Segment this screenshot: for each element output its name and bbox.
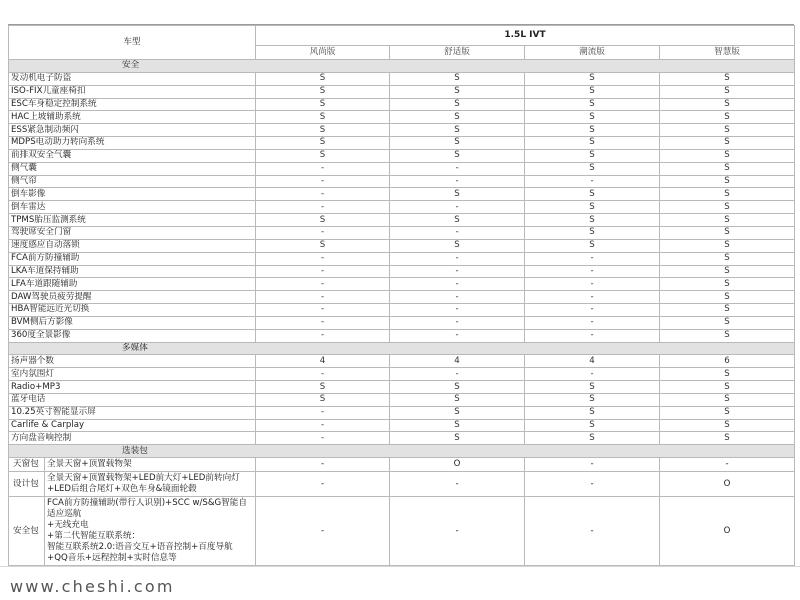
feature-value: - <box>525 265 660 278</box>
table-row <box>9 419 795 432</box>
feature-value: S <box>660 98 795 111</box>
feature-value: S <box>256 98 390 111</box>
section-title: 安全 <box>9 60 795 73</box>
feature-name: LKA车道保持辅助 <box>9 265 256 278</box>
table-row <box>9 278 795 291</box>
feature-value: S <box>256 214 390 227</box>
feature-value: S <box>390 239 525 252</box>
package-description <box>45 472 255 496</box>
feature-name: 360度全景影像 <box>9 329 256 342</box>
package-value: - <box>660 458 795 472</box>
package-name: 天窗包 <box>9 458 45 471</box>
package-description <box>45 458 255 471</box>
feature-value: - <box>525 278 660 291</box>
package-value: - <box>390 497 525 566</box>
feature-name: LFA车道跟随辅助 <box>9 278 256 291</box>
feature-value: S <box>660 85 795 98</box>
feature-value: S <box>525 162 660 175</box>
feature-name: 前排双安全气囊 <box>9 149 256 162</box>
feature-name: 速度感应自动落锁 <box>9 239 256 252</box>
feature-value: - <box>256 201 390 214</box>
feature-value: - <box>256 278 390 291</box>
feature-name: MDPS电动助力转向系统 <box>9 137 256 150</box>
feature-name: 扬声器个数 <box>9 355 256 368</box>
feature-value: S <box>660 265 795 278</box>
feature-name: ESC车身稳定控制系统 <box>9 98 256 111</box>
table-row <box>9 214 795 227</box>
feature-value: S <box>256 149 390 162</box>
feature-value: - <box>256 291 390 304</box>
feature-value: - <box>390 226 525 239</box>
package-cell <box>9 497 256 566</box>
feature-value: - <box>390 291 525 304</box>
package-value: - <box>256 458 390 472</box>
table-row <box>9 329 795 342</box>
feature-value: S <box>660 419 795 432</box>
feature-value: - <box>256 316 390 329</box>
package-description-line: 适应巡航 <box>47 509 82 520</box>
table-row <box>9 355 795 368</box>
feature-value: S <box>390 381 525 394</box>
engine-header: 1.5L IVT <box>256 26 795 46</box>
feature-value: - <box>256 304 390 317</box>
feature-name: HAC上坡辅助系统 <box>9 111 256 124</box>
table-row <box>9 175 795 188</box>
feature-value: - <box>390 265 525 278</box>
feature-name: 驾驶席安全门窗 <box>9 226 256 239</box>
package-value: - <box>525 497 660 566</box>
feature-value: - <box>256 265 390 278</box>
feature-name: 倒车雷达 <box>9 201 256 214</box>
feature-value: S <box>390 188 525 201</box>
table-row <box>9 291 795 304</box>
feature-value: S <box>525 393 660 406</box>
feature-value: S <box>525 111 660 124</box>
footer-divider <box>0 566 800 567</box>
feature-value: S <box>660 188 795 201</box>
feature-value: S <box>660 368 795 381</box>
table-row <box>9 201 795 214</box>
feature-value: S <box>660 226 795 239</box>
feature-value: S <box>390 98 525 111</box>
table-row <box>9 368 795 381</box>
feature-value: S <box>390 432 525 445</box>
package-value: - <box>256 472 390 497</box>
section-title: 多媒体 <box>9 342 795 355</box>
package-row <box>9 472 795 497</box>
table-row <box>9 265 795 278</box>
feature-name: Carlife & Carplay <box>9 419 256 432</box>
feature-value: S <box>660 239 795 252</box>
table-row <box>9 252 795 265</box>
package-description-line: FCA前方防撞辅助(带行人识别)+SCC w/S&G智能自 <box>47 498 247 509</box>
package-description <box>45 497 255 565</box>
trim-header: 智慧版 <box>660 46 795 60</box>
package-row <box>9 458 795 472</box>
package-value: O <box>660 472 795 497</box>
table-row <box>9 304 795 317</box>
feature-value: S <box>660 304 795 317</box>
package-value: - <box>525 458 660 472</box>
table-row <box>9 188 795 201</box>
feature-value: S <box>525 188 660 201</box>
feature-value: - <box>256 162 390 175</box>
feature-value: - <box>256 226 390 239</box>
feature-value: - <box>525 368 660 381</box>
feature-value: 4 <box>256 355 390 368</box>
feature-value: S <box>660 291 795 304</box>
feature-name: 蓝牙电话 <box>9 393 256 406</box>
feature-value: S <box>660 124 795 137</box>
feature-name: Radio+MP3 <box>9 381 256 394</box>
trim-header: 风尚版 <box>256 46 390 60</box>
table-row <box>9 316 795 329</box>
feature-value: S <box>525 381 660 394</box>
feature-value: S <box>525 239 660 252</box>
package-name: 安全包 <box>9 497 45 565</box>
feature-value: S <box>390 85 525 98</box>
package-cell <box>9 458 256 472</box>
feature-value: S <box>525 226 660 239</box>
section-title: 选装包 <box>9 445 795 458</box>
feature-value: S <box>390 149 525 162</box>
package-row <box>9 497 795 566</box>
feature-value: S <box>525 98 660 111</box>
feature-name: BVM侧后方影像 <box>9 316 256 329</box>
feature-value: S <box>660 393 795 406</box>
package-name: 设计包 <box>9 472 45 496</box>
feature-value: - <box>390 329 525 342</box>
table-row <box>9 226 795 239</box>
feature-value: S <box>660 381 795 394</box>
feature-value: 4 <box>390 355 525 368</box>
feature-value: S <box>660 175 795 188</box>
package-description-line: +无线充电 <box>47 520 89 531</box>
feature-value: S <box>525 214 660 227</box>
feature-value: S <box>660 137 795 150</box>
feature-value: - <box>525 329 660 342</box>
feature-value: - <box>390 175 525 188</box>
feature-value: S <box>660 72 795 85</box>
feature-value: S <box>390 111 525 124</box>
feature-value: S <box>660 149 795 162</box>
table-row <box>9 72 795 85</box>
feature-value: - <box>256 432 390 445</box>
package-description-line: 智能互联系统2.0:语音交互+语音控制+百度导航 <box>47 542 233 553</box>
feature-name: DAW驾驶员疲劳提醒 <box>9 291 256 304</box>
feature-value: S <box>660 201 795 214</box>
table-row <box>9 239 795 252</box>
feature-value: - <box>390 368 525 381</box>
package-value: - <box>525 472 660 497</box>
feature-value: S <box>525 137 660 150</box>
feature-value: 6 <box>660 355 795 368</box>
site-watermark: www.cheshi.com <box>10 577 175 596</box>
package-cell <box>9 472 256 497</box>
table-row <box>9 406 795 419</box>
feature-value: - <box>256 368 390 381</box>
feature-name: 倒车影像 <box>9 188 256 201</box>
feature-value: S <box>256 72 390 85</box>
feature-name: 侧气囊 <box>9 162 256 175</box>
feature-value: - <box>256 175 390 188</box>
feature-value: S <box>525 432 660 445</box>
feature-value: - <box>525 316 660 329</box>
feature-value: S <box>525 201 660 214</box>
feature-value: - <box>256 329 390 342</box>
table-row <box>9 381 795 394</box>
feature-value: S <box>390 124 525 137</box>
feature-value: S <box>525 124 660 137</box>
feature-value: S <box>256 124 390 137</box>
feature-name: 发动机电子防盗 <box>9 72 256 85</box>
feature-value: S <box>256 137 390 150</box>
spec-sheet <box>8 24 794 566</box>
feature-value: - <box>525 252 660 265</box>
feature-value: - <box>525 175 660 188</box>
feature-value: - <box>256 406 390 419</box>
feature-value: S <box>525 149 660 162</box>
feature-value: S <box>256 85 390 98</box>
feature-value: - <box>390 162 525 175</box>
package-description-line: 全景天窗+顶置载物架 <box>47 459 132 470</box>
feature-value: S <box>390 72 525 85</box>
feature-name: ESS紧急制动频闪 <box>9 124 256 137</box>
feature-value: - <box>256 252 390 265</box>
package-description-line: +QQ音乐+远程控制+实时信息等 <box>47 553 177 564</box>
feature-name: 室内氛围灯 <box>9 368 256 381</box>
table-row <box>9 137 795 150</box>
feature-value: - <box>390 278 525 291</box>
feature-value: S <box>660 316 795 329</box>
feature-value: - <box>525 304 660 317</box>
section-row <box>9 445 795 458</box>
table-row <box>9 85 795 98</box>
feature-value: S <box>525 419 660 432</box>
table-row <box>9 149 795 162</box>
feature-value: S <box>525 406 660 419</box>
feature-value: - <box>390 252 525 265</box>
package-value: O <box>660 497 795 566</box>
table-row <box>9 98 795 111</box>
table-row <box>9 393 795 406</box>
feature-value: - <box>256 419 390 432</box>
feature-name: HBA智能远近光切换 <box>9 304 256 317</box>
model-header: 车型 <box>9 26 256 60</box>
section-row <box>9 60 795 73</box>
feature-value: S <box>256 239 390 252</box>
package-value: - <box>256 497 390 566</box>
feature-value: S <box>660 278 795 291</box>
spec-table <box>8 25 795 566</box>
feature-value: S <box>660 214 795 227</box>
table-row <box>9 111 795 124</box>
feature-value: S <box>256 393 390 406</box>
feature-value: S <box>390 419 525 432</box>
feature-name: ISO-FIX儿童座椅扣 <box>9 85 256 98</box>
feature-value: S <box>660 111 795 124</box>
feature-name: 侧气帘 <box>9 175 256 188</box>
trim-header: 舒适版 <box>390 46 525 60</box>
feature-value: S <box>390 137 525 150</box>
feature-value: S <box>390 406 525 419</box>
feature-value: S <box>660 406 795 419</box>
feature-value: S <box>660 329 795 342</box>
package-value: O <box>390 458 525 472</box>
feature-name: 10.25英寸智能显示屏 <box>9 406 256 419</box>
feature-value: 4 <box>525 355 660 368</box>
feature-value: - <box>390 201 525 214</box>
feature-value: S <box>256 111 390 124</box>
feature-value: - <box>390 316 525 329</box>
package-description-line: +LED后组合尾灯+双色车身&镜面轮毂 <box>47 484 197 495</box>
feature-value: - <box>256 188 390 201</box>
feature-value: S <box>256 381 390 394</box>
feature-value: S <box>390 214 525 227</box>
feature-value: S <box>525 85 660 98</box>
feature-name: FCA前方防撞辅助 <box>9 252 256 265</box>
trim-header: 潮流版 <box>525 46 660 60</box>
feature-value: S <box>525 72 660 85</box>
feature-value: S <box>660 432 795 445</box>
feature-value: S <box>660 252 795 265</box>
package-description-line: 全景天窗+顶置载物架+LED前大灯+LED前转向灯 <box>47 473 240 484</box>
feature-name: 方向盘音响控制 <box>9 432 256 445</box>
table-row <box>9 432 795 445</box>
section-row <box>9 342 795 355</box>
feature-value: - <box>525 291 660 304</box>
feature-value: S <box>660 162 795 175</box>
table-row <box>9 124 795 137</box>
feature-value: - <box>390 304 525 317</box>
feature-value: S <box>390 393 525 406</box>
package-value: - <box>390 472 525 497</box>
table-row <box>9 162 795 175</box>
package-description-line: +第二代智能互联系统： <box>47 531 141 542</box>
feature-name: TPMS胎压监测系统 <box>9 214 256 227</box>
